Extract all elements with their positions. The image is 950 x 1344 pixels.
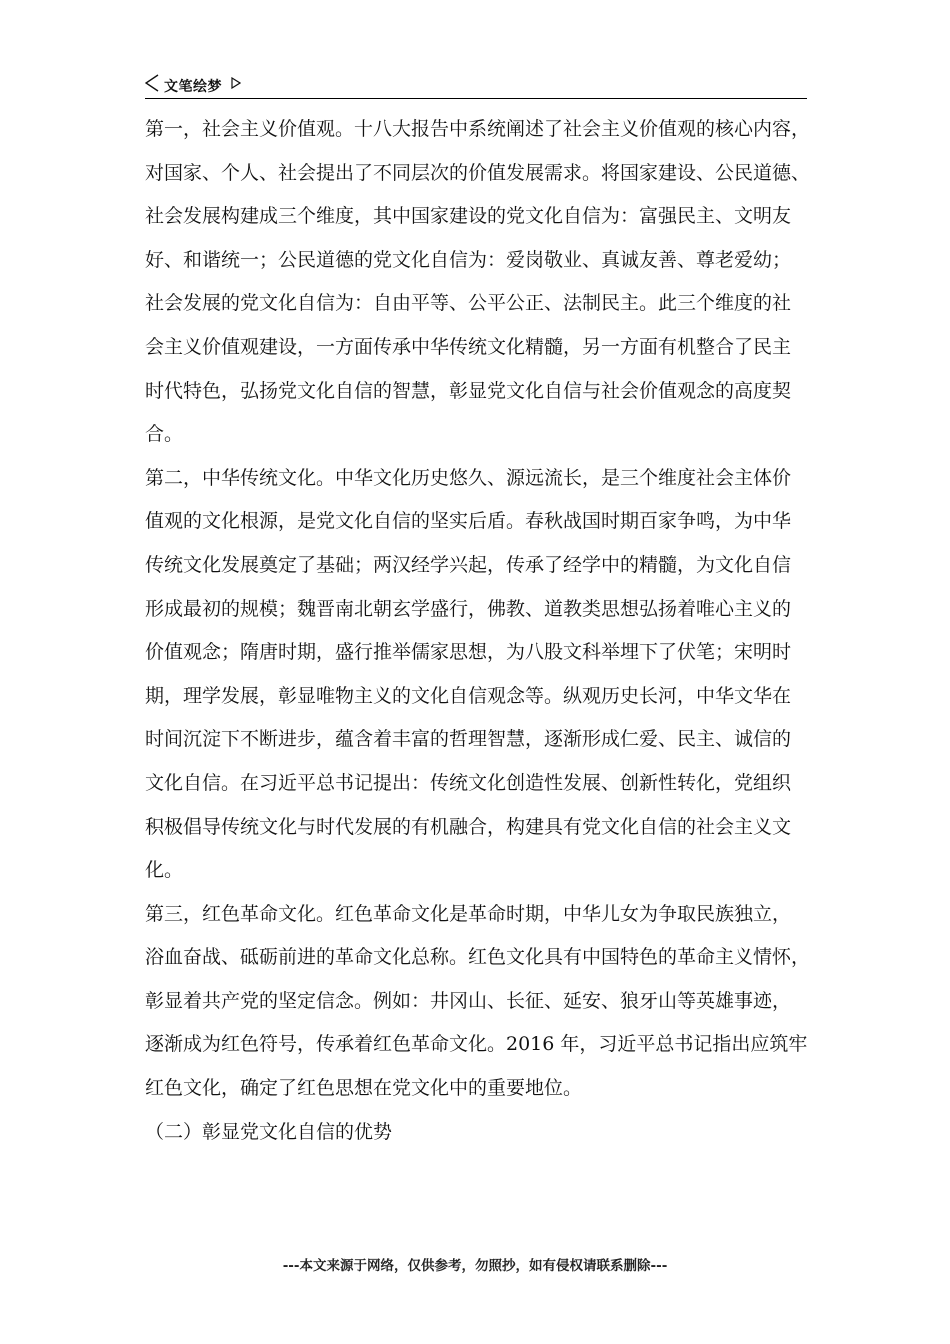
text-line: 文化自信。在习近平总书记提出：传统文化创造性发展、创新性转化，党组织	[145, 771, 792, 794]
page-header	[145, 74, 807, 99]
text-line: 对国家、个人、社会提出了不同层次的价值发展需求。将国家建设、公民道德、	[145, 161, 811, 184]
text-line: 积极倡导传统文化与时代发展的有机融合，构建具有党文化自信的社会主义文	[145, 815, 792, 838]
section-heading: （二）彰显党文化自信的优势	[145, 1120, 393, 1143]
text-line: 值观的文化根源，是党文化自信的坚实后盾。春秋战国时期百家争鸣，为中华	[145, 510, 792, 533]
text-line: 社会发展构建成三个维度，其中国家建设的党文化自信为：富强民主、文明友	[145, 205, 792, 228]
text-line: 会主义价值观建设，一方面传承中华传统文化精髓，另一方面有机整合了民主	[145, 335, 792, 358]
right-triangle-icon	[231, 77, 241, 89]
text-line: 第三，红色革命文化。红色革命文化是革命时期，中华儿女为争取民族独立，	[145, 902, 792, 925]
text-line: 红色文化，确定了红色思想在党文化中的重要地位。	[145, 1077, 583, 1100]
text-line: 社会发展的党文化自信为：自由平等、公平公正、法制民主。此三个维度的社	[145, 292, 792, 315]
text-line: 第二，中华传统文化。中华文化历史悠久、源远流长，是三个维度社会主体价	[145, 466, 792, 489]
text-line: 彰显着共产党的坚定信念。例如：井冈山、长征、延安、狼牙山等英雄事迹，	[145, 989, 792, 1012]
text-line: 化。	[145, 859, 184, 882]
paragraph-red-revolution-culture	[145, 893, 815, 1111]
paragraph-socialist-values	[145, 108, 815, 457]
text-line: 传统文化发展奠定了基础；两汉经学兴起，传承了经学中的精髓，为文化自信	[145, 553, 792, 576]
text-line: 逐渐成为红色符号，传承着红色革命文化。2016 年，习近平总书记指出应筑牢	[145, 1033, 808, 1056]
paragraph-traditional-culture	[145, 457, 815, 893]
left-triangle-icon	[145, 74, 159, 92]
page-footer: ---本文来源于网络，仅供参考，勿照抄，如有侵权请联系删除---	[282, 1258, 668, 1274]
text-line: 价值观念；隋唐时期，盛行推举儒家思想，为八股文科举埋下了伏笔；宋明时	[145, 641, 792, 664]
text-line: 时代特色，弘扬党文化自信的智慧，彰显党文化自信与社会价值观念的高度契	[145, 379, 792, 402]
text-line: 浴血奋战、砥砺前进的革命文化总称。红色文化具有中国特色的革命主义情怀，	[145, 946, 811, 969]
text-line: 形成最初的规模；魏晋南北朝玄学盛行，佛教、道教类思想弘扬着唯心主义的	[145, 597, 792, 620]
header-title: 文笔绘梦	[164, 78, 222, 94]
text-line: 第一，社会主义价值观。十八大报告中系统阐述了社会主义价值观的核心内容，	[145, 118, 811, 140]
text-line: 好、和谐统一；公民道德的党文化自信为：爱岗敬业、真诚友善、尊老爱幼；	[145, 248, 792, 271]
document-body	[145, 108, 815, 1154]
text-line: 期，理学发展，彰显唯物主义的文化自信观念等。纵观历史长河，中华文华在	[145, 684, 792, 707]
text-line: 合。	[145, 423, 184, 446]
text-line: 时间沉淀下不断进步，蕴含着丰富的哲理智慧，逐渐形成仁爱、民主、诚信的	[145, 728, 792, 751]
